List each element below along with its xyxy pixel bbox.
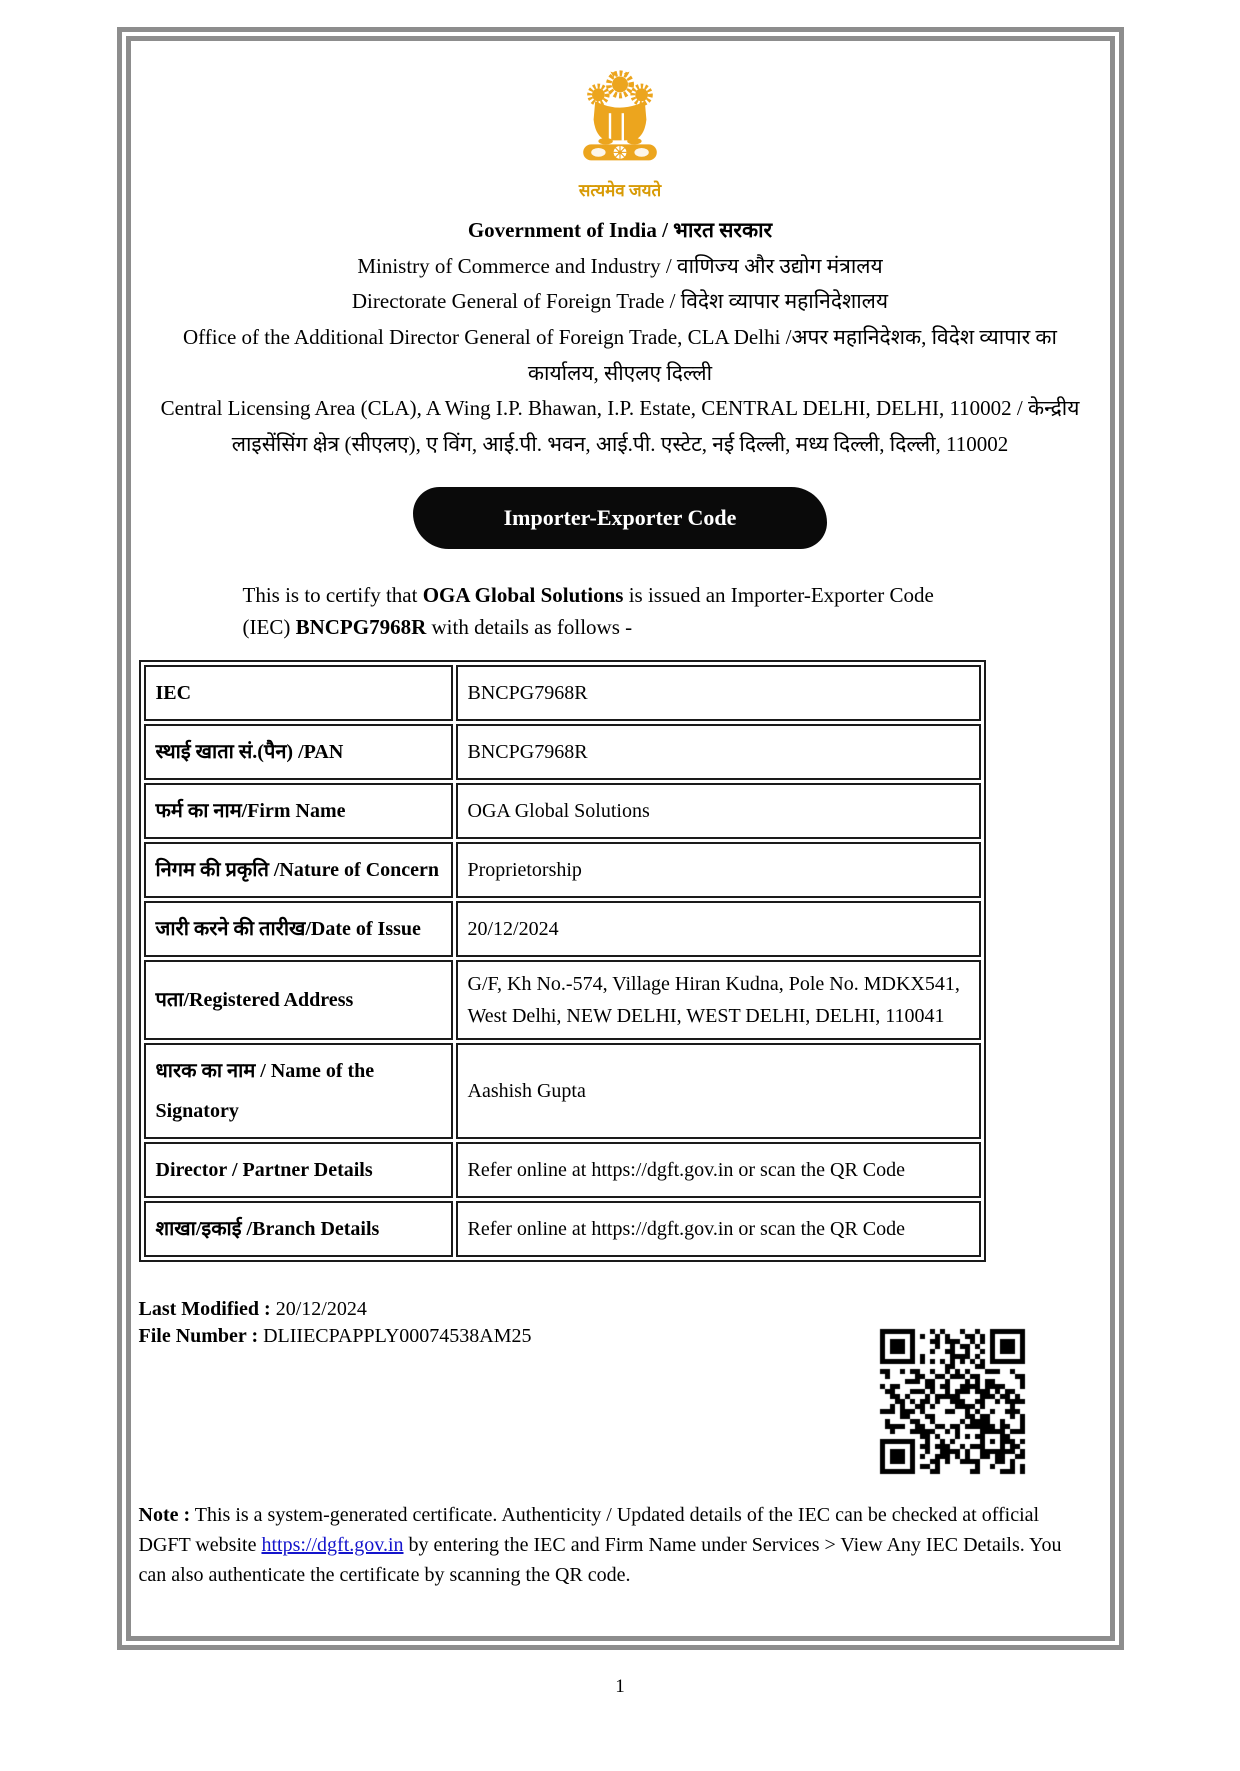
row-label: निगम की प्रकृति /Nature of Concern [144, 842, 453, 898]
qr-code-icon [875, 1324, 1030, 1479]
table-row [144, 724, 981, 780]
row-label: पता/Registered Address [144, 960, 453, 1040]
ashoka-emblem-icon [572, 65, 668, 171]
note-after-link: by entering the IEC and Firm Name under Services > View Any IEC Details. You can also authenticate the certificate by scanning the QR code. [138, 1533, 1062, 1586]
row-label: स्थाई खाता सं.(पैन) /PAN [144, 724, 453, 780]
iec-code: BNCPG7968R [295, 615, 427, 640]
file-number-value: DLIIECPAPPLY00074538AM25 [263, 1324, 532, 1347]
certify-middle: is issued an Importer-Exporter Code (IEC) [242, 582, 934, 640]
row-value: BNCPG7968R [456, 665, 981, 721]
certify-suffix: with details as follows - [426, 615, 633, 640]
table-row [144, 1043, 981, 1139]
certify-text [243, 579, 983, 644]
header-line-address: Central Licensing Area (CLA), A Wing I.P. Bhawan, I.P. Estate, CENTRAL DELHI, DELHI, 110002 / केन्द्रीय लाइसेंसिंग क्षेत्र (सीएलए), ए विंग, आई.पी. भवन, आई.पी. एस्टेट, नई दिल्ली, मध्य दिल्ली, दिल्ली, 110002 [160, 396, 1080, 457]
emblem-motto: सत्यमेव जयते [578, 181, 662, 200]
row-label: जारी करने की तारीख/Date of Issue [144, 901, 453, 957]
header-line-directorate: Directorate General of Foreign Trade / विदेश व्यापार महानिदेशालय [351, 289, 889, 314]
header-line-ministry: Ministry of Commerce and Industry / वाणिज्य और उद्योग मंत्रालय [357, 253, 883, 278]
certificate-body [126, 36, 1115, 1641]
row-value: Refer online at https://dgft.gov.in or scan the QR Code [456, 1201, 981, 1257]
iec-banner: Importer-Exporter Code [413, 487, 827, 549]
table-row [144, 842, 981, 898]
row-value: 20/12/2024 [456, 901, 981, 957]
note-label: Note : [138, 1503, 191, 1526]
table-row [144, 960, 981, 1040]
certificate-frame [117, 27, 1124, 1650]
file-number-label: File Number : [138, 1324, 259, 1347]
emblem-block [139, 65, 1102, 201]
header-lines [139, 213, 1102, 463]
iec-details-table [139, 660, 986, 1262]
footer-block [139, 1296, 1102, 1496]
page-number: 1 [615, 1676, 625, 1697]
header-line-government: Government of India / भारत सरकार [467, 218, 773, 242]
row-value: G/F, Kh No.-574, Village Hiran Kudna, Pole No. MDKX541, West Delhi, NEW DELHI, WEST DELHI, DELHI, 110041 [456, 960, 981, 1040]
note-text [139, 1500, 1072, 1590]
row-label: Director / Partner Details [144, 1142, 453, 1198]
row-label: शाखा/इकाई /Branch Details [144, 1201, 453, 1257]
row-label: धारक का नाम / Name of the Signatory [144, 1043, 453, 1139]
certify-prefix: This is to certify that [242, 582, 423, 607]
header-line-office: Office of the Additional Director General of Foreign Trade, CLA Delhi /अपर महानिदेशक, विदेश व्यापार का कार्यालय, सीएलए दिल्ली [183, 325, 1057, 385]
row-value: Proprietorship [456, 842, 981, 898]
note-before-link: This is a system-generated certificate. Authenticity / Updated details of the IEC can be checked at official DGFT website [138, 1503, 1040, 1556]
last-modified-label: Last Modified : [138, 1297, 271, 1320]
row-label: IEC [144, 665, 453, 721]
row-value: BNCPG7968R [456, 724, 981, 780]
row-value: Refer online at https://dgft.gov.in or scan the QR Code [456, 1142, 981, 1198]
last-modified-value: 20/12/2024 [275, 1297, 367, 1320]
table-row [144, 665, 981, 721]
table-row [144, 901, 981, 957]
last-modified-line [139, 1296, 1102, 1323]
firm-name: OGA Global Solutions [422, 582, 624, 607]
table-row [144, 1142, 981, 1198]
row-value: OGA Global Solutions [456, 783, 981, 839]
row-label: फर्म का नाम/Firm Name [144, 783, 453, 839]
row-value: Aashish Gupta [456, 1043, 981, 1139]
dgft-link[interactable]: https://dgft.gov.in [261, 1533, 404, 1556]
table-row [144, 1201, 981, 1257]
table-row [144, 783, 981, 839]
